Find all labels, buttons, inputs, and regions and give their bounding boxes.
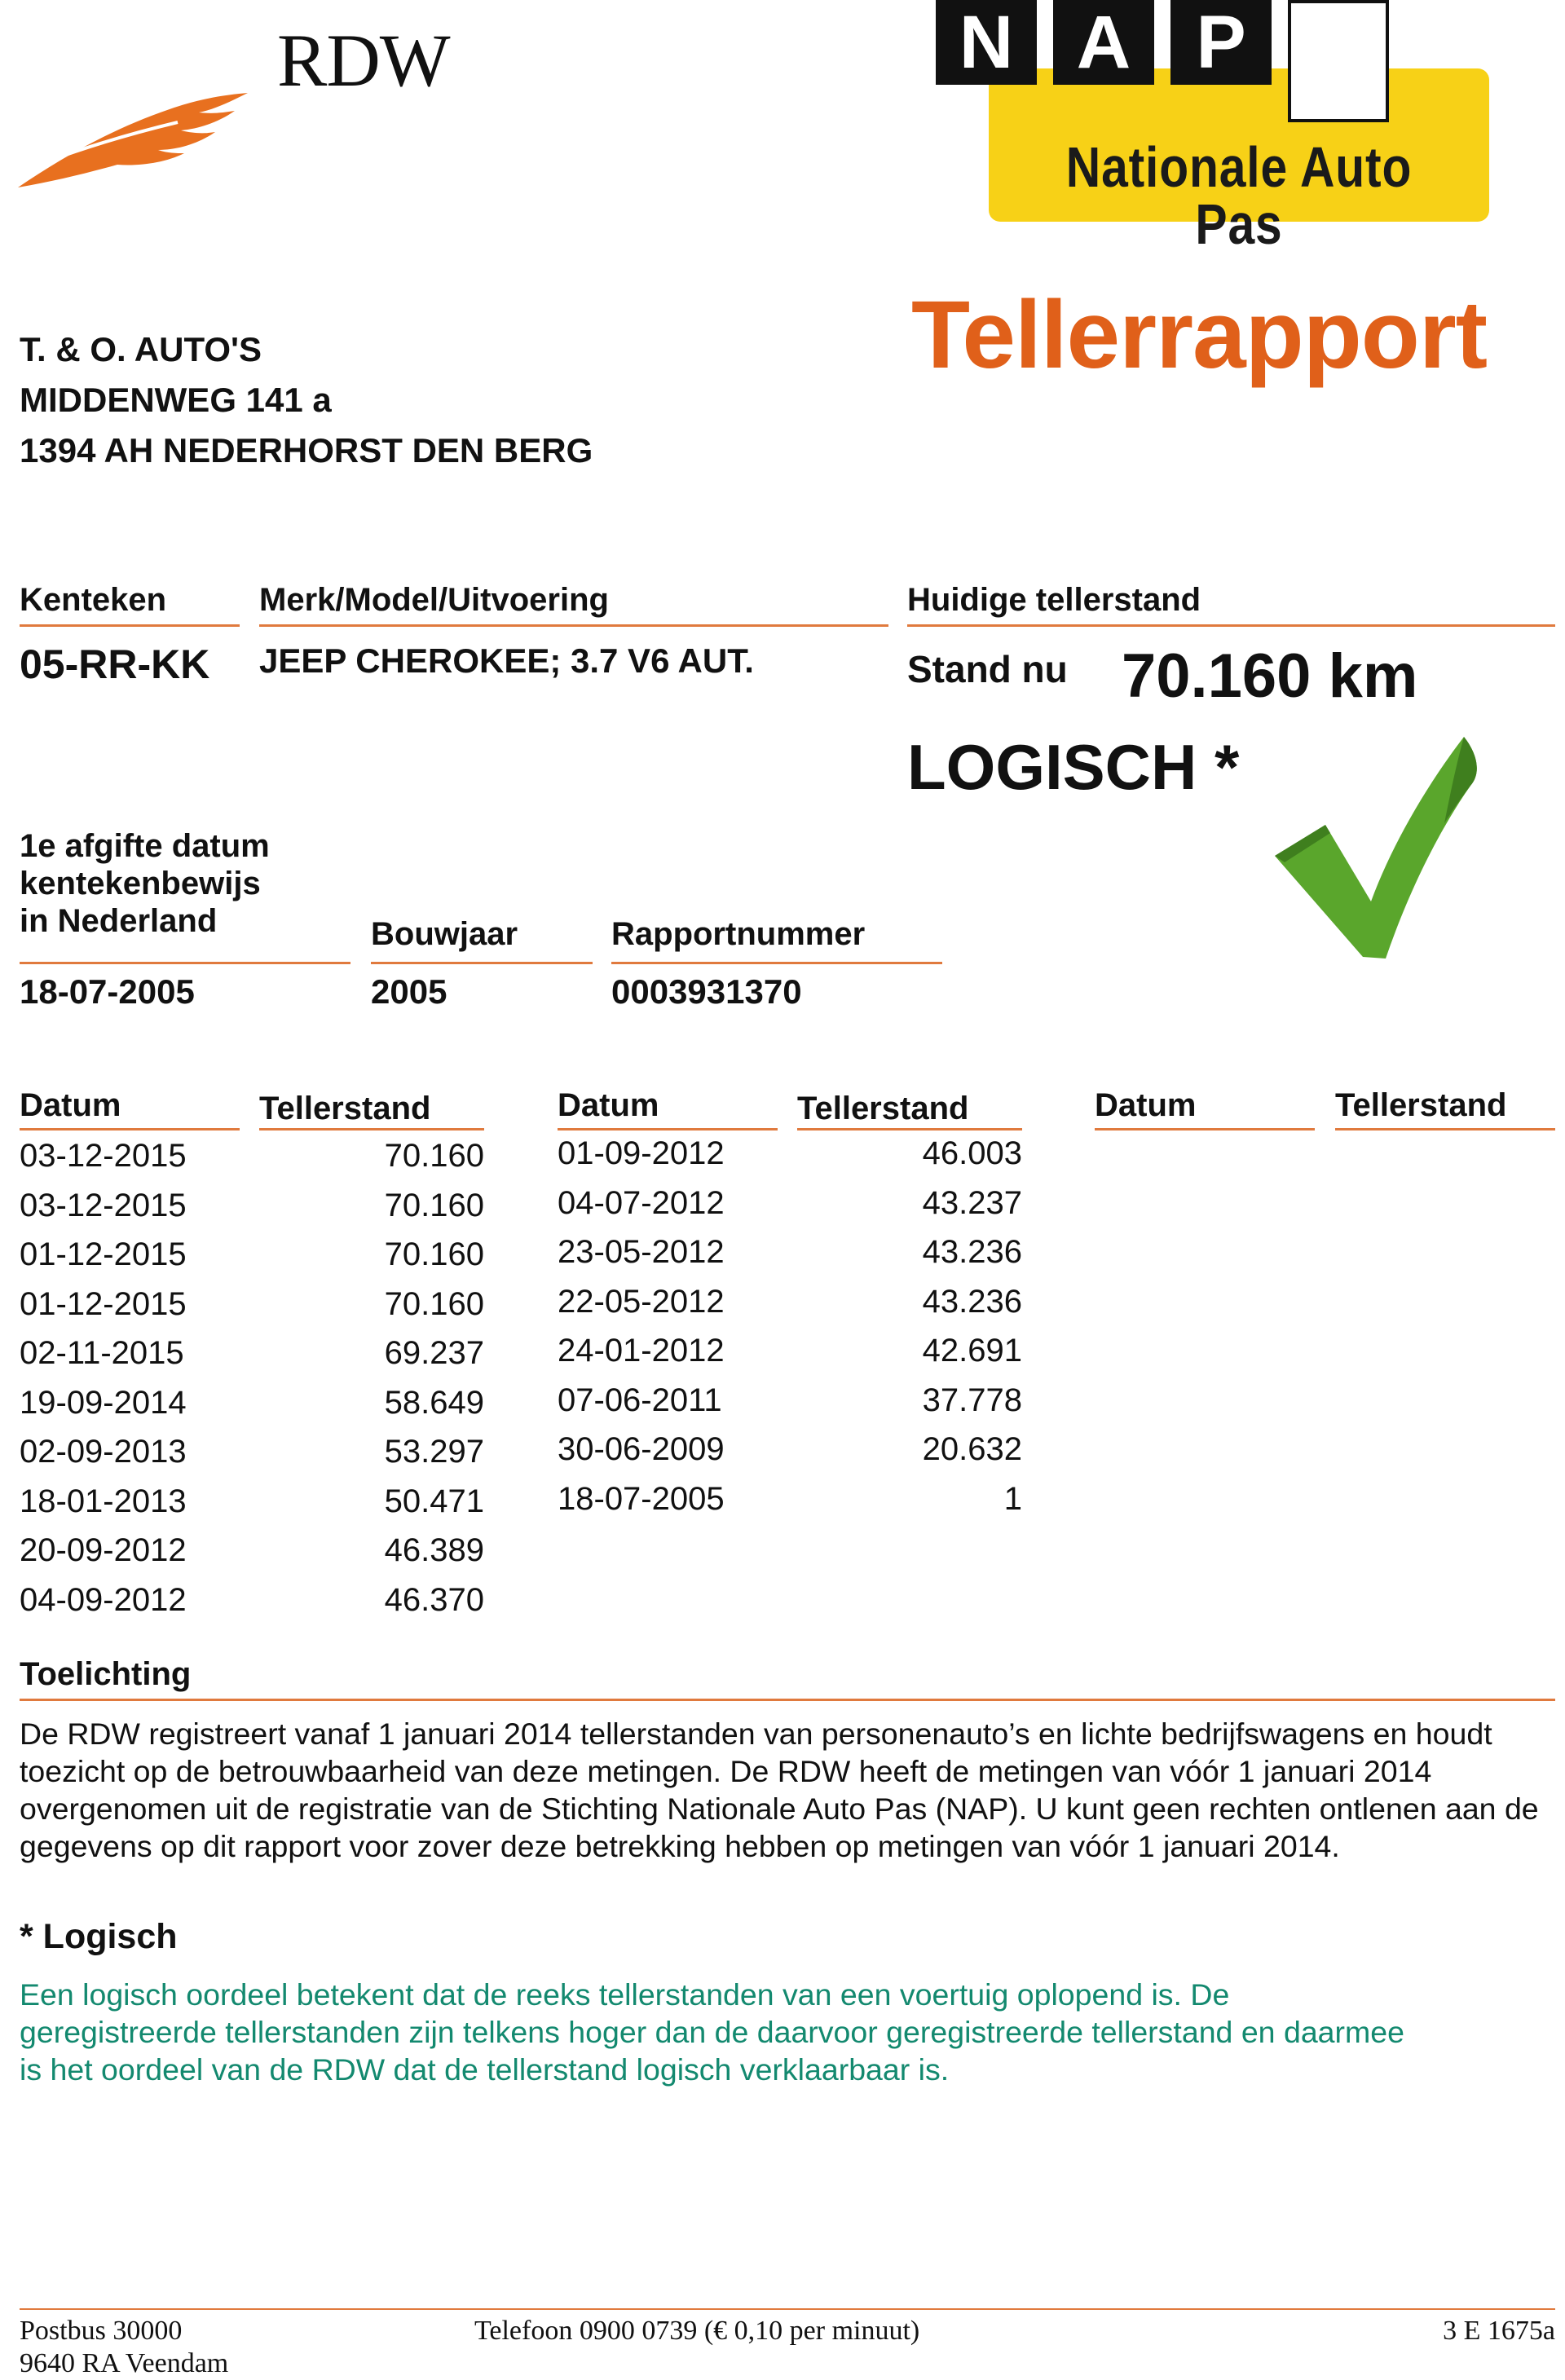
reading-tellerstand: 70.160 xyxy=(384,1285,484,1322)
rapportnummer-value: 0003931370 xyxy=(611,972,802,1011)
reading-tellerstand: 70.160 xyxy=(384,1138,484,1174)
reading-row xyxy=(558,1129,1022,1179)
nap-letter-p: P xyxy=(1170,0,1272,85)
reading-tellerstand: 43.237 xyxy=(922,1184,1022,1221)
reading-tellerstand: 46.389 xyxy=(384,1532,484,1568)
reading-row xyxy=(20,1427,484,1477)
afgifte-rule xyxy=(20,962,350,964)
afgifte-label-line-2: kentekenbewijs xyxy=(20,866,261,901)
reading-datum: 04-07-2012 xyxy=(558,1184,725,1221)
reading-datum: 18-07-2005 xyxy=(558,1480,725,1517)
reading-row xyxy=(20,1477,484,1527)
nap-letter-a: A xyxy=(1053,0,1154,85)
reading-row xyxy=(20,1131,484,1181)
bouwjaar-value: 2005 xyxy=(371,972,447,1011)
footer-postbus: Postbus 30000 xyxy=(20,2316,183,2346)
reading-datum: 01-12-2015 xyxy=(20,1236,187,1272)
reading-datum: 04-09-2012 xyxy=(20,1581,187,1618)
reading-datum: 03-12-2015 xyxy=(20,1187,187,1223)
reading-datum: 02-09-2013 xyxy=(20,1434,187,1470)
reading-row xyxy=(20,1230,484,1280)
reading-row xyxy=(558,1227,1022,1277)
bouwjaar-label: Bouwjaar xyxy=(371,916,518,952)
rdw-logo-icon xyxy=(15,65,251,196)
reading-datum: 03-12-2015 xyxy=(20,1138,187,1174)
reading-row xyxy=(20,1576,484,1625)
col3-datum-rule xyxy=(1095,1128,1315,1130)
afgifte-label-line-3: in Nederland xyxy=(20,903,218,939)
footer-telefoon: Telefoon 0900 0739 (€ 0,10 per minuut) xyxy=(474,2316,920,2346)
rapportnummer-label: Rapportnummer xyxy=(611,916,866,952)
col1-datum-header: Datum xyxy=(20,1087,121,1123)
reading-datum: 24-01-2012 xyxy=(558,1333,725,1368)
reading-datum: 23-05-2012 xyxy=(558,1234,725,1270)
footer-code: 3 E 1675a xyxy=(1443,2316,1555,2346)
readings-column-1 xyxy=(20,1131,484,1624)
reading-row xyxy=(20,1280,484,1329)
reading-datum: 01-12-2015 xyxy=(20,1285,187,1322)
footer-rule xyxy=(20,2308,1555,2310)
reading-tellerstand: 42.691 xyxy=(922,1333,1022,1368)
reading-tellerstand: 37.778 xyxy=(922,1382,1022,1418)
reading-row xyxy=(558,1376,1022,1426)
reading-tellerstand: 70.160 xyxy=(384,1236,484,1272)
nap-subtitle: Nationale Auto Pas xyxy=(1065,135,1413,256)
reading-datum: 22-05-2012 xyxy=(558,1283,725,1320)
reading-datum: 02-11-2015 xyxy=(20,1335,184,1371)
address-line-1: T. & O. AUTO'S xyxy=(20,330,262,368)
oordeel-value: LOGISCH * xyxy=(907,731,1240,803)
reading-datum: 01-09-2012 xyxy=(558,1135,725,1171)
reading-tellerstand: 46.003 xyxy=(922,1135,1022,1171)
reading-row xyxy=(558,1277,1022,1327)
merk-rule xyxy=(259,624,888,627)
reading-tellerstand: 70.160 xyxy=(384,1187,484,1223)
col1-datum-rule xyxy=(20,1128,240,1130)
reading-row xyxy=(558,1179,1022,1228)
stand-nu-value: 70.160 km xyxy=(1122,641,1418,711)
reading-tellerstand: 20.632 xyxy=(922,1431,1022,1467)
reading-tellerstand: 50.471 xyxy=(384,1483,484,1519)
merk-label: Merk/Model/Uitvoering xyxy=(259,582,609,618)
reading-row xyxy=(558,1474,1022,1524)
footer-plaats: 9640 RA Veendam xyxy=(20,2348,229,2378)
reading-tellerstand: 53.297 xyxy=(384,1434,484,1470)
reading-tellerstand: 43.236 xyxy=(922,1234,1022,1270)
reading-datum: 30-06-2009 xyxy=(558,1431,725,1467)
reading-row xyxy=(20,1329,484,1378)
reading-row xyxy=(20,1181,484,1231)
reading-row xyxy=(20,1526,484,1576)
reading-tellerstand: 46.370 xyxy=(384,1581,484,1618)
col1-tellerstand-rule xyxy=(259,1128,484,1130)
rapportnummer-rule xyxy=(611,962,942,964)
nap-blank-tile xyxy=(1288,0,1389,122)
afgifte-label-line-1: 1e afgifte datum xyxy=(20,828,270,864)
stand-nu-label: Stand nu xyxy=(907,648,1068,690)
toelichting-text: De RDW registreert vanaf 1 januari 2014 tellerstanden van personenauto’s en lichte bedrijfswagens en houdt toezicht op de betrouwbaarheid van deze metingen. De RDW heeft de metingen van vóór 1 januari 2014 overgenomen uit de registratie van de Stichting Nationale Auto Pas (NAP). U kunt geen rechten ontlenen aan de gegevens op dit rapport voor zover deze betrekking hebben op metingen van vóór 1 januari 2014. xyxy=(20,1717,1539,1863)
kenteken-rule xyxy=(20,624,240,627)
kenteken-value: 05-RR-KK xyxy=(20,641,210,687)
reading-tellerstand: 69.237 xyxy=(384,1335,484,1371)
readings-column-2 xyxy=(558,1129,1022,1523)
logisch-heading: * Logisch xyxy=(20,1917,178,1956)
col2-tellerstand-header: Tellerstand xyxy=(797,1091,969,1126)
reading-row xyxy=(558,1425,1022,1474)
col2-datum-header: Datum xyxy=(558,1087,659,1123)
logisch-text: Een logisch oordeel betekent dat de reeks tellerstanden van een voertuig oplopend is. De geregistreerde tellerstanden zijn telkens hoger dan de daarvoor geregistreerde tellerstand en daarmee is het oordeel van de RDW dat de tellerstand logisch verklaarbaar is. xyxy=(20,1977,1404,2087)
reading-datum: 07-06-2011 xyxy=(558,1382,722,1418)
rdw-logo-text: RDW xyxy=(277,19,450,102)
address-line-3: 1394 AH NEDERHORST DEN BERG xyxy=(20,431,593,469)
bouwjaar-rule xyxy=(371,962,593,964)
checkmark-icon xyxy=(1272,734,1483,962)
reading-datum: 18-01-2013 xyxy=(20,1483,187,1519)
reading-datum: 19-09-2014 xyxy=(20,1384,187,1421)
huidige-tellerstand-label: Huidige tellerstand xyxy=(907,582,1201,618)
kenteken-label: Kenteken xyxy=(20,582,167,618)
reading-row xyxy=(20,1378,484,1428)
reading-tellerstand: 1 xyxy=(1003,1480,1022,1517)
page-title: Tellerrapport xyxy=(911,281,1488,389)
col1-tellerstand-header: Tellerstand xyxy=(259,1091,431,1126)
merk-value: JEEP CHEROKEE; 3.7 V6 AUT. xyxy=(259,641,754,680)
reading-datum: 20-09-2012 xyxy=(20,1532,187,1568)
reading-tellerstand: 43.236 xyxy=(922,1283,1022,1320)
col3-datum-header: Datum xyxy=(1095,1087,1197,1123)
col3-tellerstand-header: Tellerstand xyxy=(1335,1087,1507,1123)
nap-letter-n: N xyxy=(936,0,1037,85)
toelichting-rule xyxy=(20,1699,1555,1701)
huidige-tellerstand-rule xyxy=(907,624,1555,627)
reading-row xyxy=(558,1326,1022,1376)
address-line-2: MIDDENWEG 141 a xyxy=(20,381,332,419)
toelichting-heading: Toelichting xyxy=(20,1656,192,1692)
afgifte-datum-value: 18-07-2005 xyxy=(20,972,195,1011)
reading-tellerstand: 58.649 xyxy=(384,1384,484,1421)
col3-tellerstand-rule xyxy=(1335,1128,1555,1130)
